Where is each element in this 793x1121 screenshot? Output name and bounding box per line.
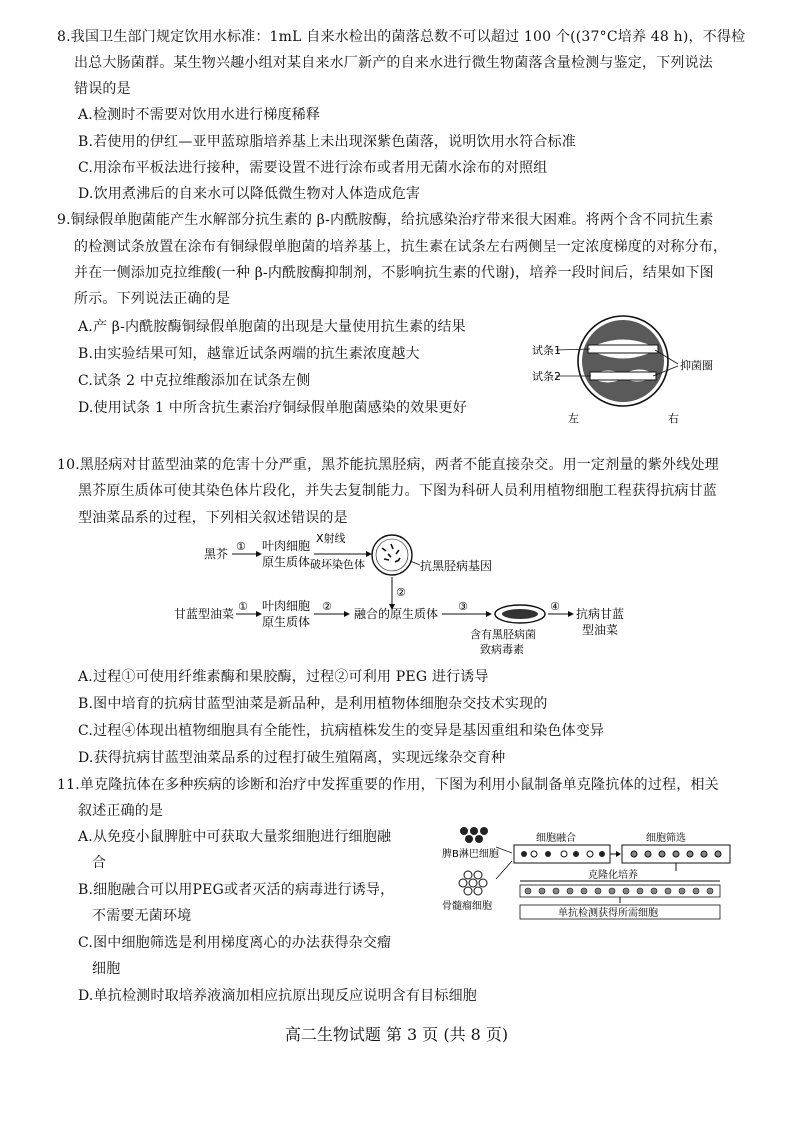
- label-cell-screening: 细胞筛选: [646, 833, 686, 844]
- label-resistance-gene: 抗黑胫病基因: [420, 559, 493, 573]
- label-protoplast-2: 原生质体: [262, 615, 311, 629]
- label-cell-fusion: 细胞融合: [536, 833, 576, 844]
- label-step-4: ④: [550, 600, 560, 613]
- q8-option-d: D.饮用煮沸后的自来水可以降低微生物对人体造成危害: [78, 186, 421, 202]
- q11-option-c-line-1: C.图中细胞筛选是利用梯度离心的办法获得杂交瘤: [78, 935, 392, 951]
- spleen-b-cells-cluster: [460, 827, 488, 843]
- q11-option-c-line-2: 细胞: [92, 961, 121, 977]
- page-footer: 高二生物试题 第 3 页 (共 8 页): [284, 1025, 509, 1044]
- q9-option-a: A.产 β-内酰胺酶铜绿假单胞菌的出现是大量使用抗生素的结果: [78, 319, 466, 335]
- label-step-2b: ②: [322, 600, 332, 613]
- label-toxin-2: 致病毒素: [480, 643, 524, 656]
- label-myeloma-cells: 骨髓瘤细胞: [442, 901, 492, 912]
- q9-stem-line-1: 9.铜绿假单胞菌能产生水解部分抗生素的 β-内酰胺酶，给抗感染治疗带来很大困难。将两个含不同抗生素: [57, 212, 714, 228]
- label-toxin-1: 含有黑胫病菌: [470, 628, 536, 641]
- label-protoplast-1: 原生质体: [262, 555, 311, 569]
- q11-stem-line-1: 11.单克隆抗体在多种疾病的诊断和治疗中发挥重要的作用，下图为利用小鼠制备单克隆抗体的过程，相关: [57, 777, 719, 793]
- label-step-1: ①: [236, 540, 246, 553]
- label-strip-2: 试条2: [532, 370, 561, 383]
- q9-stem-line-3: 并在一侧添加克拉维酸(一种 β-内酰胺酶抑制剂，不影响抗生素的代谢)，培养一段时间后，结果如下图: [74, 265, 714, 281]
- q11-option-a-line-1: A.从免疫小鼠脾脏中可获取大量浆细胞进行细胞融: [78, 829, 392, 845]
- q10-stem-line-2: 黑芥原生质体可使其染色体片段化，并失去复制能力。下图为科研人员利用植物细胞工程获得抗病甘蓝: [78, 483, 717, 499]
- q10-stem-line-3: 型油菜品系的过程，下列相关叙述错误的是: [78, 510, 348, 526]
- test-strip-1: [588, 345, 658, 353]
- q10-option-d: D.获得抗病甘蓝型油菜品系的过程打破生殖隔离，实现远缘杂交育种: [78, 750, 506, 766]
- myeloma-cells-cluster: [459, 871, 487, 895]
- label-inhibition-zone: 抑菌圈: [680, 359, 713, 372]
- label-xray: X射线: [316, 532, 346, 545]
- q10-stem-line-1: 10.黑胫病对甘蓝型油菜的危害十分严重，黑芥能抗黑胫病，两者不能直接杂交。用一定剂量的紫外线处理: [57, 457, 719, 473]
- q11-stem-line-2: 叙述正确的是: [78, 803, 164, 819]
- q8-option-b: B.若使用的伊红—亚甲蓝琼脂培养基上未出现深紫色菌落，说明饮用水符合标准: [78, 134, 576, 150]
- test-strip-2: [590, 372, 656, 380]
- label-heijie: 黑芥: [204, 547, 229, 561]
- q11-option-a-line-2: 合: [92, 855, 107, 871]
- q8-option-a: A.检测时不需要对饮用水进行梯度稀释: [78, 107, 321, 123]
- q8-stem-line-2: 出总大肠菌群。某生物兴趣小组对某自来水厂新产的自来水进行微生物菌落含量检测与鉴定，下列说法: [74, 55, 713, 71]
- label-step-2: ②: [396, 586, 406, 599]
- q10-option-c: C.过程④体现出植物细胞具有全能性，抗病植株发生的变异是基因重组和染色体变异: [78, 723, 605, 739]
- label-strip-1: 试条1: [532, 344, 561, 357]
- q8-option-c: C.用涂布平板法进行接种，需要设置不进行涂布或者用无菌水涂布的对照组: [78, 160, 548, 176]
- q9-stem-line-2: 的检测试条放置在涂布有铜绿假单胞菌的培养基上，抗生素在试条左右两侧呈一定浓度梯度的对称分布，: [74, 239, 728, 255]
- q9-option-b: B.由实验结果可知，越靠近试条两端的抗生素浓度越大: [78, 346, 420, 362]
- q10-flow-diagram: [174, 528, 646, 662]
- q8-stem-line-3: 错误的是: [74, 81, 131, 97]
- q10-option-a: A.过程①可使用纤维素酶和果胶酶，过程②可利用 PEG 进行诱导: [78, 669, 489, 685]
- label-clonal-culture: 克隆化培养: [588, 870, 638, 881]
- culture-wells: [520, 885, 720, 897]
- protoplast-fragmented-cell: [372, 535, 412, 575]
- q9-stem-line-4: 所示。下列说法正确的是: [74, 291, 231, 307]
- label-step-1b: ①: [238, 600, 248, 613]
- q11-option-b-line-2: 不需要无菌环境: [92, 908, 192, 924]
- label-step-3: ③: [458, 600, 468, 613]
- q11-option-d: D.单抗检测时取培养液滴加相应抗原出现反应说明含有目标细胞: [78, 988, 477, 1004]
- label-spleen-b-cells: 脾B淋巴细胞: [442, 849, 499, 860]
- petri-dish-inner: [582, 320, 664, 402]
- label-result-1: 抗病甘蓝: [576, 607, 625, 621]
- label-left: 左: [568, 412, 579, 425]
- q11-figure: [424, 823, 738, 923]
- label-ganlan: 甘蓝型油菜: [174, 607, 235, 621]
- q11-option-b-line-1: B.细胞融合可以用PEG或者灭活的病毒进行诱导，: [78, 882, 395, 898]
- q9-option-d: D.使用试条 1 中所含抗生素治疗铜绿假单胞菌感染的效果更好: [78, 400, 467, 416]
- label-mesophyll-1: 叶肉细胞: [262, 539, 311, 553]
- label-antibody-detection: 单抗检测获得所需细胞: [558, 908, 658, 919]
- label-result-2: 型油菜: [582, 623, 619, 637]
- label-fused-protoplast: 融合的原生质体: [354, 607, 439, 621]
- q8-stem-line-1: 8.我国卫生部门规定饮用水标准：1mL 自来水检出的菌落总数不可以超过 100 个((37°C培养 48 h)，不得检: [57, 29, 746, 45]
- q9-option-c: C.试条 2 中克拉维酸添加在试条左侧: [78, 373, 311, 389]
- label-mesophyll-2: 叶肉细胞: [262, 599, 311, 613]
- label-right: 右: [668, 412, 679, 425]
- q9-figure: [528, 312, 733, 430]
- q10-option-b: B.图中培育的抗病甘蓝型油菜是新品种，是利用植物体细胞杂交技术实现的: [78, 696, 548, 712]
- label-break-chromosome: 破坏染色体: [310, 558, 365, 571]
